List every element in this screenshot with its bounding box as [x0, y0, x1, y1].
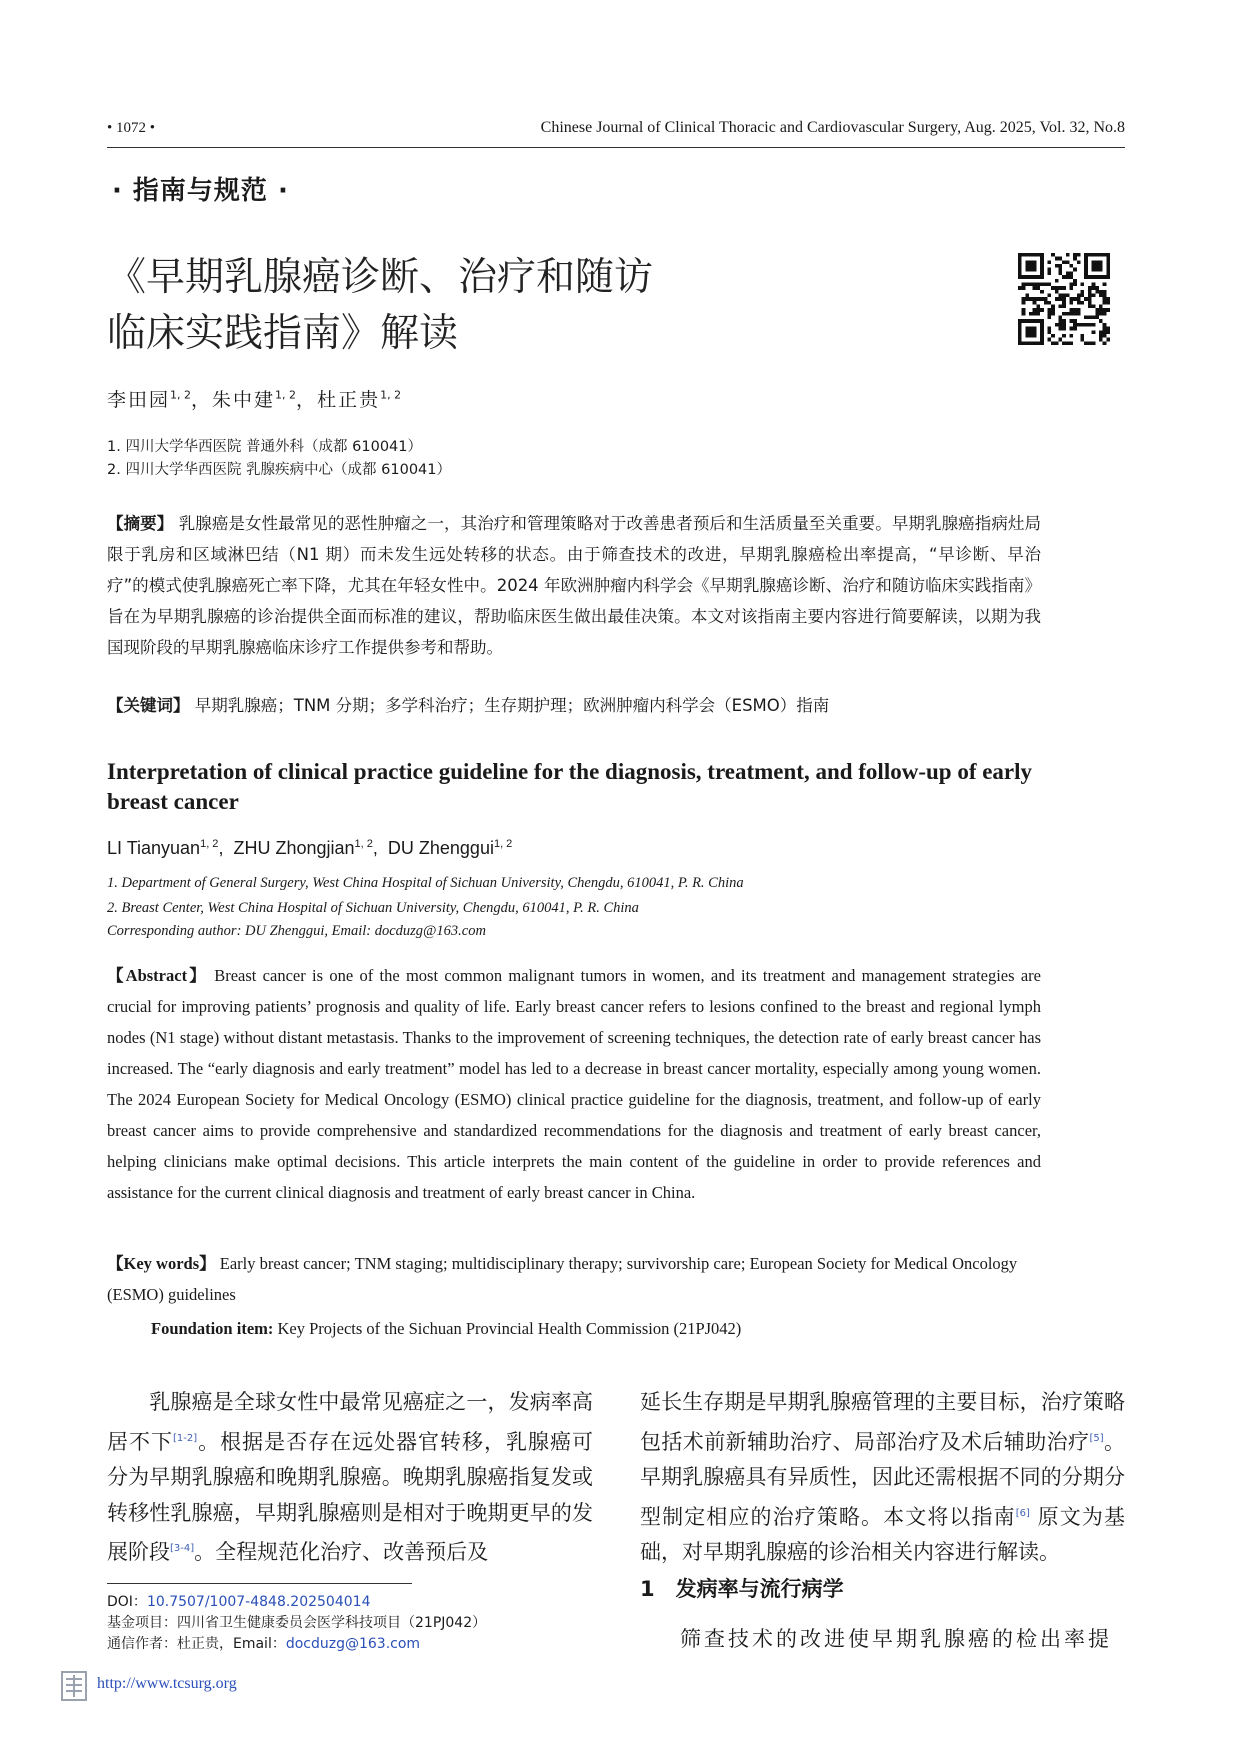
footnotes: [107, 1592, 486, 1655]
corresponding-label: 通信作者：杜正贵，Email：: [107, 1636, 286, 1652]
foundation-item: [151, 1319, 741, 1339]
foundation-text: Key Projects of the Sichuan Provincial Health Commission (21PJ042): [277, 1319, 742, 1338]
keywords-en-label: 【Key words】: [107, 1254, 216, 1273]
author-en-name: LI Tianyuan: [107, 838, 201, 858]
section-heading-1: 1 发病率与流行病学: [640, 1577, 844, 1601]
keywords-en: [107, 1248, 1041, 1310]
affiliations-cn: [107, 436, 451, 482]
affiliation-cn-1: 1. 四川大学华西医院 普通外科（成都 610041）: [107, 439, 423, 455]
corresponding-author: Corresponding author: DU Zhenggui, Email: docduzg@163.com: [107, 923, 486, 939]
title-line-2: 临床实践指南》解读: [107, 311, 459, 356]
affiliation-cn-2: 2. 四川大学华西医院 乳腺疾病中心（成都 610041）: [107, 462, 452, 478]
affiliations-en: [107, 871, 744, 921]
body-text: 乳腺癌是全球女性中最常见癌症之一，发病率高居不下: [107, 1390, 593, 1454]
citation-link[interactable]: [6]: [1015, 1507, 1030, 1519]
body-text: 。根据是否存在远处器官转移，乳腺癌可分为早期乳腺癌和晚期乳腺癌。晚期乳腺癌指复发或转移性乳腺癌，早期乳腺癌则是相对于晚期更早的发展阶段: [107, 1429, 594, 1564]
keywords-cn-text: 早期乳腺癌；TNM 分期；多学科治疗；生存期护理；欧洲肿瘤内科学会（ESMO）指南: [194, 696, 830, 715]
qr-code-icon[interactable]: [1018, 253, 1110, 345]
abstract-cn: [107, 508, 1041, 663]
page-number: • 1072 •: [107, 120, 156, 136]
author-cn-affil-sup: 1, 2: [275, 388, 297, 402]
citation-link[interactable]: [5]: [1089, 1432, 1104, 1444]
foundation-label: Foundation item:: [151, 1319, 274, 1338]
author-en-affil-sup: 1, 2: [200, 838, 219, 850]
authors-en: [107, 838, 512, 859]
author-en-separator: ,: [372, 838, 388, 858]
keywords-cn: [107, 690, 1041, 721]
author-cn-name: 朱中建: [212, 389, 276, 411]
author-cn-name: 李田园: [107, 389, 171, 411]
abstract-cn-text: 乳腺癌是女性最常见的恶性肿瘤之一，其治疗和管理策略对于改善患者预后和生活质量至关重要。早期乳腺癌指病灶局限于乳房和区域淋巴结（N1 期）而未发生远处转移的状态。由于筛查技术的改进，早期乳腺癌检出率提高，“早诊断、早治疗”的模式使乳腺癌死亡率下降，尤其在年轻女性中。2024 年欧洲肿瘤内科学会《早期乳腺癌诊断、治疗和随访临床实践指南》旨在为早期乳腺癌的诊治提供全面而标准的建议，帮助临床医生做出最佳决策。本文对该指南主要内容进行简要解读，以期为我国现阶段的早期乳腺癌临床诊疗工作提供参考和帮助。: [107, 514, 1042, 657]
doi-line: [107, 1592, 486, 1613]
author-en-affil-sup: 1, 2: [493, 838, 513, 850]
abstract-cn-label: 【摘要】: [107, 514, 174, 533]
body-text: 延长生存期是早期乳腺癌管理的主要目标，治疗策略包括术前新辅助治疗、局部治疗及术后辅助治疗: [640, 1390, 1125, 1454]
fund-line: 基金项目：四川省卫生健康委员会医学科技项目（21PJ042）: [107, 1615, 487, 1631]
body-column-right: [640, 1385, 1125, 1571]
section-label: · 指南与规范 ·: [112, 176, 289, 206]
section-1-text: 筛查技术的改进使早期乳腺癌的检出率提: [680, 1627, 1112, 1651]
footnote-divider: [107, 1583, 412, 1584]
doi-link[interactable]: 10.7507/1007-4848.202504014: [146, 1594, 371, 1610]
affiliation-en-1: 1. Department of General Surgery, West China Hospital of Sichuan University, Chengdu, 610041, P. R. China: [107, 875, 744, 891]
journal-header: Chinese Journal of Clinical Thoracic and Cardiovascular Surgery, Aug. 2025, Vol. 32, No.8: [540, 119, 1125, 136]
email-link[interactable]: docduzg@163.com: [285, 1636, 421, 1652]
title-line-1: 《早期乳腺癌诊断、治疗和随访: [107, 255, 654, 300]
author-cn-name: 杜正贵: [317, 389, 381, 411]
affiliation-en-2: 2. Breast Center, West China Hospital of Sichuan University, Chengdu, 610041, P. R. China: [107, 900, 639, 916]
citation-link[interactable]: [3-4]: [170, 1543, 195, 1554]
corresponding-line: [107, 1634, 486, 1655]
author-cn-separator: ，: [191, 389, 213, 411]
keywords-en-text: Early breast cancer; TNM staging; multidisciplinary therapy; survivorship care; European Society for Medical Oncology (ESMO) guidelines: [107, 1254, 1018, 1304]
author-cn-separator: ，: [296, 389, 318, 411]
author-en-name: DU Zhenggui: [387, 838, 494, 858]
abstract-en-label: 【Abstract】: [107, 966, 208, 985]
author-en-affil-sup: 1, 2: [354, 838, 373, 850]
authors-cn: [107, 385, 401, 412]
header-divider: [107, 147, 1125, 148]
journal-logo-icon: [60, 1670, 88, 1702]
doi-label: DOI：: [107, 1594, 147, 1610]
citation-link[interactable]: [1-2]: [172, 1432, 198, 1444]
body-text: 原文为基础，对早期乳腺癌的诊治相关内容进行解读。: [640, 1504, 1125, 1564]
author-en-name: ZHU Zhongjian: [233, 838, 355, 858]
keywords-cn-label: 【关键词】: [107, 696, 190, 715]
journal-url-link[interactable]: http://www.tcsurg.org: [97, 1675, 237, 1692]
article-title-en: Interpretation of clinical practice guideline for the diagnosis, treatment, and follow-up of early breast cancer: [107, 759, 1033, 814]
body-text: 。早期乳腺癌具有异质性，因此还需根据不同的分期分型制定相应的治疗策略。本文将以指南: [640, 1429, 1126, 1529]
body-text: 。全程规范化治疗、改善预后及: [194, 1540, 489, 1564]
article-title-cn: [107, 250, 867, 362]
abstract-en-text: Breast cancer is one of the most common malignant tumors in women, and its treatment and management strategies are crucial for improving patients’ prognosis and quality of life. Early breast cancer refers to lesions confined to the breast and regional lymph nodes (N1 stage) without distant metastasis. Thanks to the improvement of screening techniques, the detection rate of early breast cancer has increased. The “early diagnosis and early treatment” model has led to a decrease in breast cancer mortality, especially among young women. The 2024 European Society for Medical Oncology (ESMO) clinical practice guideline for the diagnosis, treatment, and follow-up of early breast cancer aims to provide comprehensive and standardized recommendations for the diagnosis and treatment of early breast cancer, helping clinicians make optimal decisions. This article interprets the main content of the guideline in order to provide references and assistance for the current clinical diagnosis and treatment of early breast cancer in China.: [107, 966, 1041, 1202]
author-cn-affil-sup: 1, 2: [170, 388, 192, 402]
author-en-separator: ,: [218, 838, 234, 858]
author-cn-affil-sup: 1, 2: [380, 388, 402, 402]
abstract-en: [107, 960, 1041, 1208]
body-column-left: [107, 1385, 593, 1571]
